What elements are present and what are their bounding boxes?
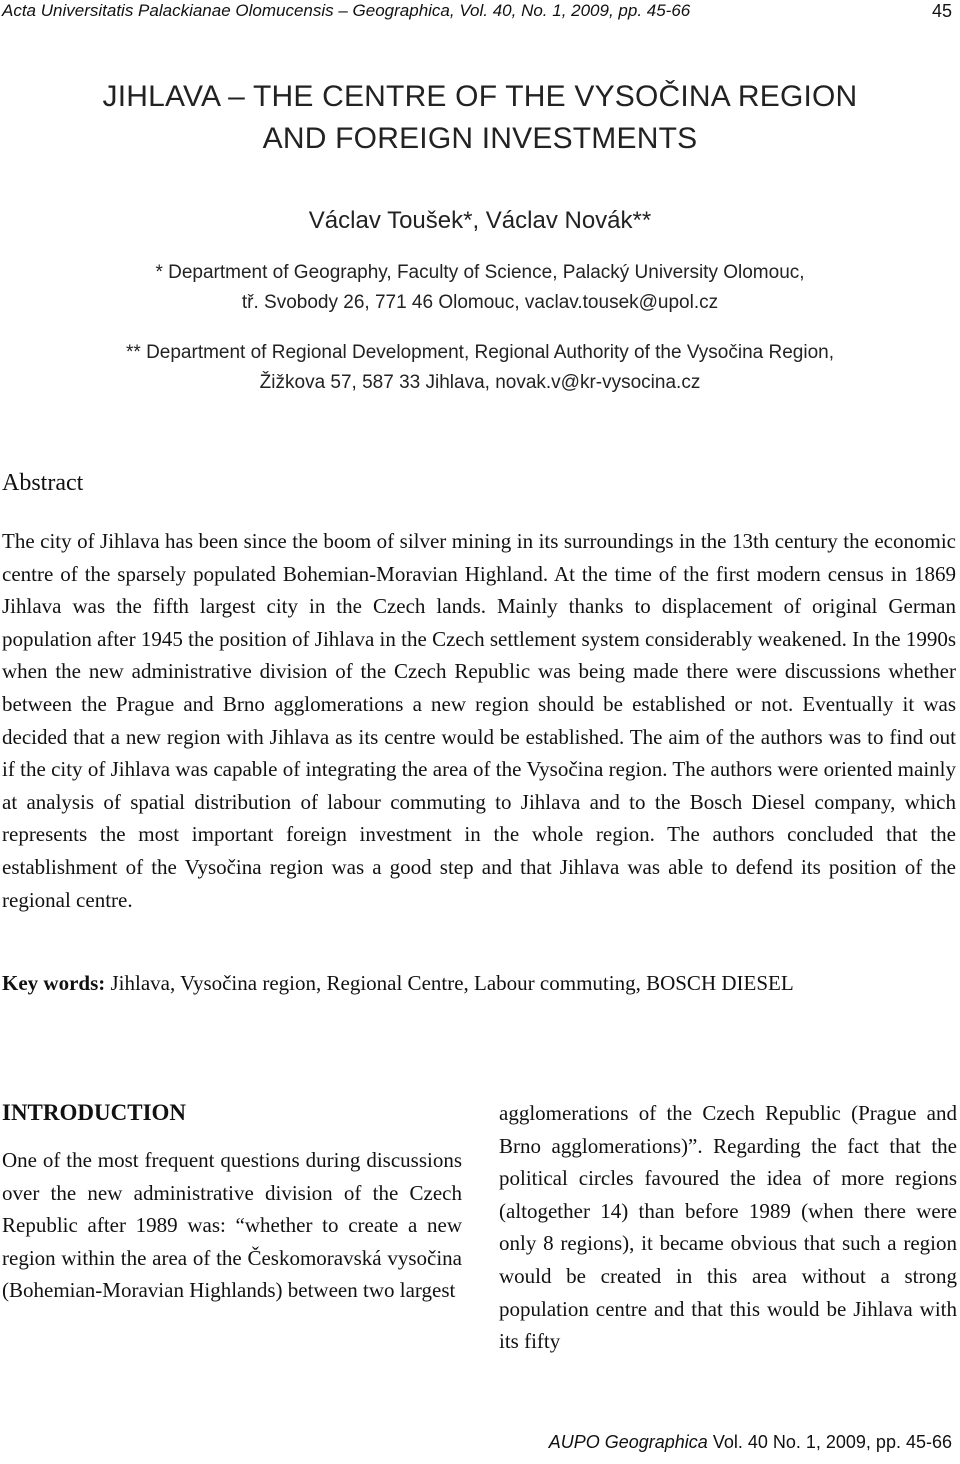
paper-title <box>0 76 960 160</box>
abstract-heading: Abstract <box>2 470 84 496</box>
introduction-left-column <box>2 1100 462 1307</box>
affiliation-1 <box>0 258 960 318</box>
introduction-right-column <box>499 1097 957 1358</box>
title-line-1: JIHLAVA – THE CENTRE OF THE VYSOČINA REGION <box>102 80 858 113</box>
title-line-2: AND FOREIGN INVESTMENTS <box>262 122 698 155</box>
keywords-label: Key words: <box>2 971 106 995</box>
keywords <box>2 967 956 999</box>
footer-details: Vol. 40 No. 1, 2009, pp. 45-66 <box>707 1432 952 1452</box>
page-footer <box>549 1432 952 1453</box>
affiliation-2-line-1: ** Department of Regional Development, Regional Authority of the Vysočina Region, <box>126 342 834 363</box>
introduction-left-text: One of the most frequent questions during discussions over the new administrative division of the Czech Republic after 1989 was: “whether to create a new region within the area of the Českomoravská vysočina (Bohemian-Moravian Highlands) between two largest <box>2 1148 462 1303</box>
affiliation-2 <box>0 338 960 398</box>
running-head <box>0 0 960 26</box>
introduction-heading: INTRODUCTION <box>2 1100 187 1125</box>
authors: Václav Toušek*, Václav Novák** <box>308 207 652 234</box>
journal-citation: Acta Universitatis Palackianae Olomucensis – Geographica, Vol. 40, No. 1, 2009, pp. 45-66 <box>2 1 691 20</box>
affiliation-1-line-2: tř. Svobody 26, 771 46 Olomouc, vaclav.tousek@upol.cz <box>241 292 719 313</box>
footer-journal: AUPO Geographica <box>548 1432 708 1452</box>
abstract-body: The city of Jihlava has been since the boom of silver mining in its surroundings in the 13th century the economic centre of the sparsely populated Bohemian-Moravian Highland. At the time of the first modern census in 1869 Jihlava was the fifth largest city in the Czech lands. Mainly thanks to displacement of original German population after 1945 the position of Jihlava in the Czech settlement system considerably weakened. In the 1990s when the new administrative division of the Czech Republic was being made there were discussions whether between the Prague and Brno agglomerations a new region should be established or not. Eventually it was decided that a new region with Jihlava as its centre would be established. The aim of the authors was to find out if the city of Jihlava was capable of integrating the area of the Vysočina region. The authors were oriented mainly at analysis of spatial distribution of labour commuting to Jihlava and to the Bosch Diesel company, which represents the most important foreign investment in the whole region. The authors concluded that the establishment of the Vysočina region was a good step and that Jihlava was able to defend its position of the regional centre. <box>2 529 956 912</box>
page-number: 45 <box>931 1 952 21</box>
affiliation-1-line-1: * Department of Geography, Faculty of Science, Palacký University Olomouc, <box>155 262 805 283</box>
affiliation-2-line-2: Žižkova 57, 587 33 Jihlava, novak.v@kr-vysocina.cz <box>259 372 701 393</box>
introduction-right-text: agglomerations of the Czech Republic (Prague and Brno agglomerations)”. Regarding the fact that the political circles favoured the idea of more regions (altogether 14) than before 1989 (when there were only 8 regions), it became obvious that such a region would be created in this area without a strong population centre and that this would be Jihlava with its fifty <box>499 1101 957 1354</box>
keywords-text: Jihlava, Vysočina region, Regional Centre, Labour commuting, BOSCH DIESEL <box>105 971 794 995</box>
